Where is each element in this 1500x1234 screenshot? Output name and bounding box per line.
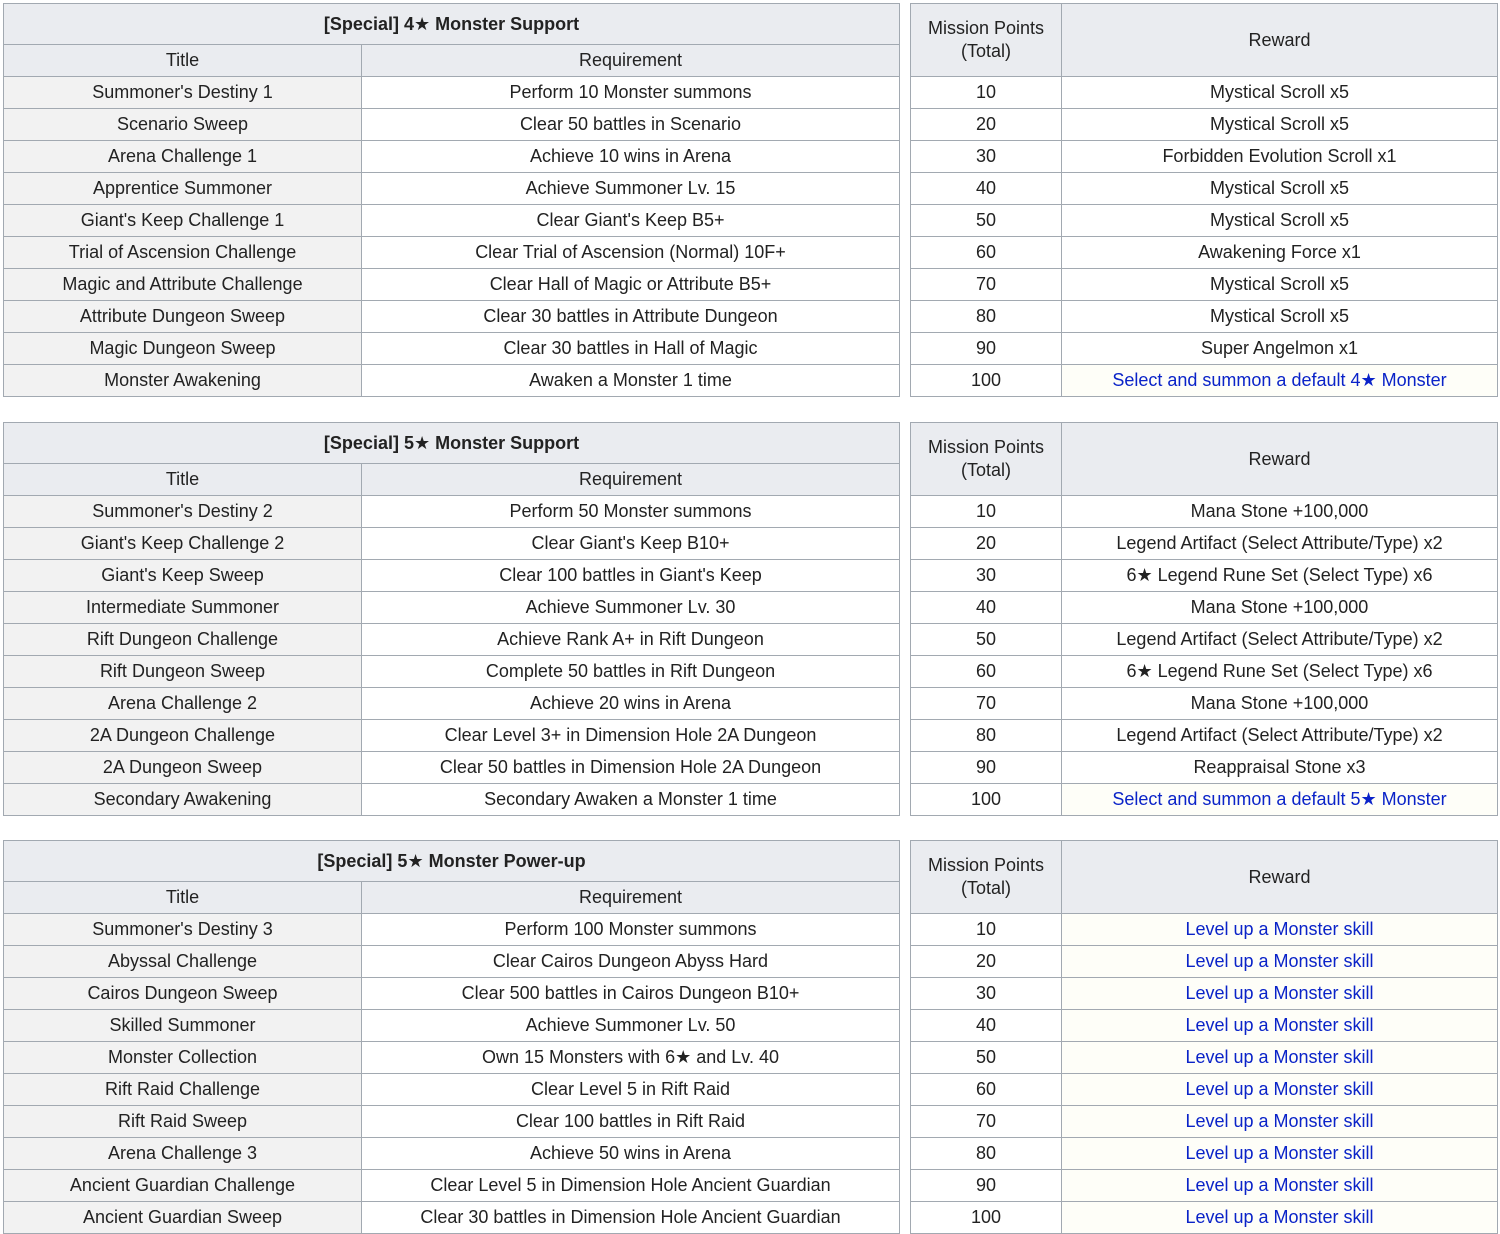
- reward-cell: [1062, 496, 1498, 528]
- table-row: [4, 333, 900, 365]
- mission-requirement: Clear Giant's Keep B10+: [362, 528, 900, 560]
- table-row: [911, 624, 1498, 656]
- mission-requirement: Perform 50 Monster summons: [362, 496, 900, 528]
- table-row: [911, 720, 1498, 752]
- mission-requirement: Perform 10 Monster summons: [362, 77, 900, 109]
- reward-cell: [1062, 752, 1498, 784]
- reward-cell: [1062, 333, 1498, 365]
- mission-title: Giant's Keep Challenge 1: [4, 205, 362, 237]
- reward-cell: [1062, 1138, 1498, 1170]
- mission-requirement: Achieve Summoner Lv. 50: [362, 1010, 900, 1042]
- reward-cell: [1062, 1010, 1498, 1042]
- mission-title: Secondary Awakening: [4, 784, 362, 816]
- table-row: [4, 77, 900, 109]
- table-row: [4, 1202, 900, 1234]
- table-row: [4, 496, 900, 528]
- table-row: [4, 173, 900, 205]
- reward-text: 6★ Legend Rune Set (Select Type) x6: [1126, 661, 1433, 681]
- mission-requirement: Clear Trial of Ascension (Normal) 10F+: [362, 237, 900, 269]
- mission-points-total-label: (Total): [960, 878, 1011, 898]
- mission-points: 30: [911, 978, 1062, 1010]
- reward-text: Mystical Scroll x5: [1209, 114, 1350, 134]
- mission-points: 20: [911, 109, 1062, 141]
- table-row: [4, 205, 900, 237]
- reward-text: Legend Artifact (Select Attribute/Type) x2: [1116, 725, 1443, 745]
- mission-requirement: Clear 30 battles in Hall of Magic: [362, 333, 900, 365]
- reward-cell: [1062, 720, 1498, 752]
- mission-title: Apprentice Summoner: [4, 173, 362, 205]
- table-row: [4, 365, 900, 397]
- mission-points: 60: [911, 237, 1062, 269]
- mission-points: 50: [911, 205, 1062, 237]
- mission-title: Attribute Dungeon Sweep: [4, 301, 362, 333]
- reward-cell: [1062, 1106, 1498, 1138]
- table-row: [911, 77, 1498, 109]
- reward-cell: [1062, 784, 1498, 816]
- table-row: [4, 141, 900, 173]
- reward-link[interactable]: Level up a Monster skill: [1185, 1207, 1374, 1227]
- table-row: [4, 688, 900, 720]
- mission-title: Intermediate Summoner: [4, 592, 362, 624]
- mission-points: 70: [911, 269, 1062, 301]
- table-row: [4, 1170, 900, 1202]
- mission-points: 30: [911, 560, 1062, 592]
- section-heading: [Special] 5★ Monster Power-up: [4, 841, 900, 882]
- reward-link[interactable]: Level up a Monster skill: [1185, 1111, 1374, 1131]
- mission-points: 80: [911, 301, 1062, 333]
- mission-section: [3, 422, 1497, 816]
- mission-requirement: Complete 50 battles in Rift Dungeon: [362, 656, 900, 688]
- reward-cell: [1062, 688, 1498, 720]
- mission-title: Abyssal Challenge: [4, 946, 362, 978]
- mission-rewards-table: [910, 3, 1498, 397]
- mission-rewards-table: [910, 422, 1498, 816]
- table-row: [911, 237, 1498, 269]
- reward-column-header: Reward: [1062, 423, 1498, 496]
- mission-title: Monster Awakening: [4, 365, 362, 397]
- reward-cell: [1062, 1042, 1498, 1074]
- reward-text: Super Angelmon x1: [1200, 338, 1359, 358]
- table-row: [911, 1202, 1498, 1234]
- mission-title: 2A Dungeon Sweep: [4, 752, 362, 784]
- reward-cell: [1062, 946, 1498, 978]
- table-row: [911, 978, 1498, 1010]
- section-heading: [Special] 4★ Monster Support: [4, 4, 900, 45]
- mission-points: 100: [911, 365, 1062, 397]
- table-row: [911, 269, 1498, 301]
- mission-points: 10: [911, 77, 1062, 109]
- mission-points-label: Mission Points: [927, 855, 1045, 875]
- reward-cell: [1062, 1202, 1498, 1234]
- mission-title: Ancient Guardian Sweep: [4, 1202, 362, 1234]
- mission-title: Trial of Ascension Challenge: [4, 237, 362, 269]
- mission-points-label: Mission Points: [927, 18, 1045, 38]
- reward-text: Mystical Scroll x5: [1209, 306, 1350, 326]
- mission-requirement: Clear Level 5 in Rift Raid: [362, 1074, 900, 1106]
- table-row: [911, 914, 1498, 946]
- mission-title: 2A Dungeon Challenge: [4, 720, 362, 752]
- reward-link[interactable]: Level up a Monster skill: [1185, 919, 1374, 939]
- title-column-header: Title: [4, 882, 362, 914]
- table-row: [911, 528, 1498, 560]
- mission-requirement: Clear 30 battles in Attribute Dungeon: [362, 301, 900, 333]
- mission-points: 100: [911, 784, 1062, 816]
- requirement-column-header: Requirement: [362, 464, 900, 496]
- reward-cell: [1062, 269, 1498, 301]
- mission-section: [3, 840, 1497, 1234]
- reward-cell: [1062, 1074, 1498, 1106]
- reward-link[interactable]: Level up a Monster skill: [1185, 951, 1374, 971]
- mission-requirement: Secondary Awaken a Monster 1 time: [362, 784, 900, 816]
- mission-requirement: Achieve 20 wins in Arena: [362, 688, 900, 720]
- mission-title: Summoner's Destiny 1: [4, 77, 362, 109]
- mission-title: Monster Collection: [4, 1042, 362, 1074]
- reward-link[interactable]: Level up a Monster skill: [1185, 983, 1374, 1003]
- reward-text: Awakening Force x1: [1198, 242, 1361, 262]
- mission-title: Skilled Summoner: [4, 1010, 362, 1042]
- reward-link[interactable]: Level up a Monster skill: [1185, 1175, 1374, 1195]
- mission-requirement: Perform 100 Monster summons: [362, 914, 900, 946]
- mission-requirement: Clear 50 battles in Scenario: [362, 109, 900, 141]
- mission-requirement: Clear Level 5 in Dimension Hole Ancient Guardian: [362, 1170, 900, 1202]
- table-row: [4, 560, 900, 592]
- mission-title: Scenario Sweep: [4, 109, 362, 141]
- mission-points-column-header: [911, 423, 1062, 496]
- mission-title: Rift Dungeon Challenge: [4, 624, 362, 656]
- reward-text: 6★ Legend Rune Set (Select Type) x6: [1126, 565, 1433, 585]
- mission-points: 20: [911, 528, 1062, 560]
- mission-points: 60: [911, 656, 1062, 688]
- mission-points: 40: [911, 173, 1062, 205]
- reward-cell: [1062, 301, 1498, 333]
- reward-cell: [1062, 77, 1498, 109]
- reward-cell: [1062, 656, 1498, 688]
- reward-text: Forbidden Evolution Scroll x1: [1162, 146, 1397, 166]
- mission-points-label: Mission Points: [927, 437, 1045, 457]
- table-row: [4, 752, 900, 784]
- table-row: [4, 914, 900, 946]
- mission-requirement: Clear 50 battles in Dimension Hole 2A Dungeon: [362, 752, 900, 784]
- table-row: [911, 1010, 1498, 1042]
- reward-cell: [1062, 141, 1498, 173]
- table-row: [911, 365, 1498, 397]
- reward-cell: [1062, 237, 1498, 269]
- table-row: [911, 205, 1498, 237]
- mission-points: 30: [911, 141, 1062, 173]
- reward-text: Mystical Scroll x5: [1209, 274, 1350, 294]
- table-row: [4, 109, 900, 141]
- mission-requirement: Achieve Summoner Lv. 30: [362, 592, 900, 624]
- table-row: [4, 1106, 900, 1138]
- table-row: [911, 141, 1498, 173]
- table-row: [4, 1138, 900, 1170]
- reward-link[interactable]: Select and summon a default 4★ Monster: [1112, 370, 1447, 390]
- reward-text: Mystical Scroll x5: [1209, 210, 1350, 230]
- reward-cell: [1062, 560, 1498, 592]
- reward-text: Legend Artifact (Select Attribute/Type) x2: [1116, 629, 1443, 649]
- mission-title: Ancient Guardian Challenge: [4, 1170, 362, 1202]
- mission-points: 90: [911, 1170, 1062, 1202]
- mission-points: 40: [911, 1010, 1062, 1042]
- mission-points-total-label: (Total): [960, 460, 1011, 480]
- table-row: [4, 720, 900, 752]
- mission-title: Summoner's Destiny 2: [4, 496, 362, 528]
- mission-requirement: Achieve Summoner Lv. 15: [362, 173, 900, 205]
- mission-requirement: Achieve Rank A+ in Rift Dungeon: [362, 624, 900, 656]
- mission-points: 100: [911, 1202, 1062, 1234]
- reward-cell: [1062, 205, 1498, 237]
- mission-requirement: Clear Giant's Keep B5+: [362, 205, 900, 237]
- mission-points-column-header: [911, 4, 1062, 77]
- reward-link[interactable]: Select and summon a default 5★ Monster: [1112, 789, 1447, 809]
- reward-cell: [1062, 978, 1498, 1010]
- mission-points: 70: [911, 1106, 1062, 1138]
- reward-text: Mystical Scroll x5: [1209, 178, 1350, 198]
- mission-requirement: Clear 100 battles in Giant's Keep: [362, 560, 900, 592]
- mission-points-column-header: [911, 841, 1062, 914]
- table-row: [4, 784, 900, 816]
- reward-column-header: Reward: [1062, 4, 1498, 77]
- mission-rewards-table: [910, 840, 1498, 1234]
- section-heading: [Special] 5★ Monster Support: [4, 423, 900, 464]
- mission-requirement: Own 15 Monsters with 6★ and Lv. 40: [362, 1042, 900, 1074]
- title-column-header: Title: [4, 45, 362, 77]
- mission-requirement: Achieve 50 wins in Arena: [362, 1138, 900, 1170]
- reward-text: Legend Artifact (Select Attribute/Type) x2: [1116, 533, 1443, 553]
- mission-title: Magic Dungeon Sweep: [4, 333, 362, 365]
- table-row: [911, 752, 1498, 784]
- table-row: [911, 784, 1498, 816]
- mission-points: 20: [911, 946, 1062, 978]
- mission-requirements-table: [3, 3, 900, 397]
- mission-title: Arena Challenge 1: [4, 141, 362, 173]
- table-row: [4, 528, 900, 560]
- table-row: [4, 946, 900, 978]
- table-row: [911, 173, 1498, 205]
- mission-requirement: Achieve 10 wins in Arena: [362, 141, 900, 173]
- mission-points: 60: [911, 1074, 1062, 1106]
- table-row: [911, 656, 1498, 688]
- table-row: [911, 109, 1498, 141]
- mission-title: Giant's Keep Challenge 2: [4, 528, 362, 560]
- reward-link[interactable]: Level up a Monster skill: [1185, 1047, 1374, 1067]
- mission-points: 10: [911, 914, 1062, 946]
- mission-points: 70: [911, 688, 1062, 720]
- table-row: [4, 978, 900, 1010]
- table-row: [911, 946, 1498, 978]
- table-row: [911, 1074, 1498, 1106]
- reward-cell: [1062, 173, 1498, 205]
- mission-requirement: Clear 500 battles in Cairos Dungeon B10+: [362, 978, 900, 1010]
- table-row: [911, 1170, 1498, 1202]
- mission-requirement: Clear Level 3+ in Dimension Hole 2A Dungeon: [362, 720, 900, 752]
- reward-cell: [1062, 914, 1498, 946]
- table-row: [911, 301, 1498, 333]
- mission-title: Rift Raid Sweep: [4, 1106, 362, 1138]
- table-row: [4, 237, 900, 269]
- reward-link[interactable]: Level up a Monster skill: [1185, 1079, 1374, 1099]
- table-row: [4, 656, 900, 688]
- mission-requirements-table: [3, 422, 900, 816]
- requirement-column-header: Requirement: [362, 45, 900, 77]
- reward-text: Reappraisal Stone x3: [1193, 757, 1366, 777]
- mission-requirement: Clear Hall of Magic or Attribute B5+: [362, 269, 900, 301]
- mission-title: Magic and Attribute Challenge: [4, 269, 362, 301]
- mission-title: Summoner's Destiny 3: [4, 914, 362, 946]
- mission-title: Arena Challenge 2: [4, 688, 362, 720]
- mission-requirements-table: [3, 840, 900, 1234]
- mission-points: 10: [911, 496, 1062, 528]
- requirement-column-header: Requirement: [362, 882, 900, 914]
- reward-cell: [1062, 592, 1498, 624]
- mission-points: 50: [911, 624, 1062, 656]
- table-row: [4, 301, 900, 333]
- reward-cell: [1062, 1170, 1498, 1202]
- mission-title: Rift Dungeon Sweep: [4, 656, 362, 688]
- reward-text: Mana Stone +100,000: [1190, 597, 1369, 617]
- table-row: [4, 1074, 900, 1106]
- table-row: [4, 1042, 900, 1074]
- reward-column-header: Reward: [1062, 841, 1498, 914]
- reward-cell: [1062, 528, 1498, 560]
- table-row: [4, 624, 900, 656]
- table-row: [911, 1042, 1498, 1074]
- table-row: [911, 560, 1498, 592]
- table-row: [911, 688, 1498, 720]
- mission-title: Giant's Keep Sweep: [4, 560, 362, 592]
- reward-text: Mana Stone +100,000: [1190, 501, 1369, 521]
- mission-title: Rift Raid Challenge: [4, 1074, 362, 1106]
- table-row: [911, 1138, 1498, 1170]
- mission-points: 90: [911, 333, 1062, 365]
- mission-points: 80: [911, 1138, 1062, 1170]
- mission-title: Cairos Dungeon Sweep: [4, 978, 362, 1010]
- mission-requirement: Clear Cairos Dungeon Abyss Hard: [362, 946, 900, 978]
- mission-points: 90: [911, 752, 1062, 784]
- table-row: [4, 1010, 900, 1042]
- table-row: [911, 1106, 1498, 1138]
- reward-text: Mystical Scroll x5: [1209, 82, 1350, 102]
- reward-text: Mana Stone +100,000: [1190, 693, 1369, 713]
- table-row: [4, 269, 900, 301]
- reward-link[interactable]: Level up a Monster skill: [1185, 1015, 1374, 1035]
- mission-points-total-label: (Total): [960, 41, 1011, 61]
- table-row: [911, 333, 1498, 365]
- mission-section: [3, 3, 1497, 397]
- reward-link[interactable]: Level up a Monster skill: [1185, 1143, 1374, 1163]
- mission-requirement: Clear 30 battles in Dimension Hole Ancient Guardian: [362, 1202, 900, 1234]
- title-column-header: Title: [4, 464, 362, 496]
- mission-requirement: Awaken a Monster 1 time: [362, 365, 900, 397]
- mission-requirement: Clear 100 battles in Rift Raid: [362, 1106, 900, 1138]
- reward-cell: [1062, 365, 1498, 397]
- reward-cell: [1062, 109, 1498, 141]
- mission-points: 80: [911, 720, 1062, 752]
- table-row: [911, 592, 1498, 624]
- reward-cell: [1062, 624, 1498, 656]
- mission-points: 50: [911, 1042, 1062, 1074]
- table-row: [911, 496, 1498, 528]
- mission-title: Arena Challenge 3: [4, 1138, 362, 1170]
- mission-points: 40: [911, 592, 1062, 624]
- table-row: [4, 592, 900, 624]
